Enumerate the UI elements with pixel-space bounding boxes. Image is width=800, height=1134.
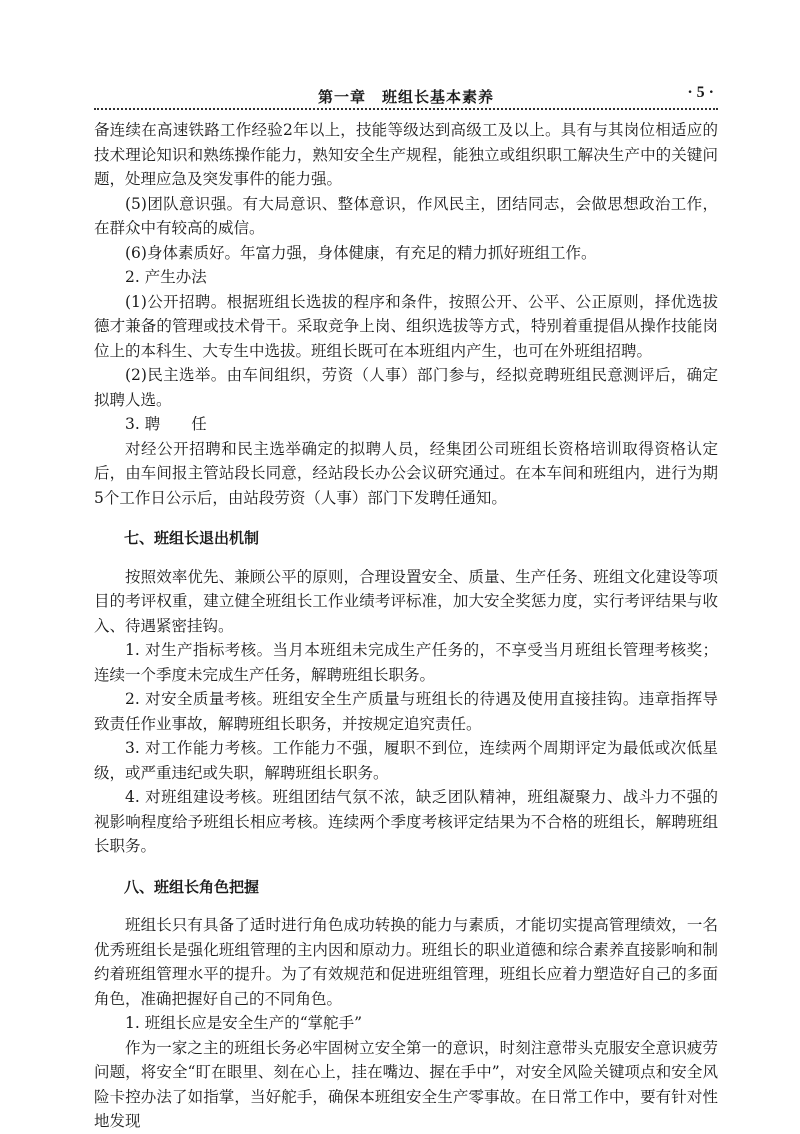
running-header — [94, 82, 718, 108]
section-heading: 七、班组长退出机制 — [124, 529, 260, 547]
paragraph: (6)身体素质好。年富力强，身体健康，有充足的精力抓好班组工作。 — [125, 243, 597, 262]
paragraph: 2. 对安全质量考核。班组安全生产质量与班组长的待遇及使用直接挂钩。违章指挥导致责任作业事故，解聘班组长职务，并按规定追究责任。 — [94, 690, 718, 733]
subheading: 2. 产生办法 — [125, 268, 207, 286]
paragraph: 对经公开招聘和民主选举确定的拟聘人员，经集团公司班组长资格培训取得资格认定后，由车间报主管站段长同意，经站段长办公会议研究通过。在本车间和班组内，进行为期5个工作日公示后，由站段劳资（人事）部门下发聘任通知。 — [94, 439, 718, 507]
paragraph: 3. 对工作能力考核。工作能力不强，履职不到位，连续两个周期评定为最低或次低星级，或严重违纪或失职，解聘班组长职务。 — [94, 739, 718, 782]
section-heading: 八、班组长角色把握 — [124, 877, 260, 896]
paragraph: 1. 对生产指标考核。当月本班组未完成生产任务的，不享受当月班组长管理考核奖；连续一个季度未完成生产任务，解聘班组长职务。 — [94, 641, 718, 684]
paragraph: 作为一家之主的班组长务必牢固树立安全第一的意识，时刻注意带头克服安全意识疲劳问题，将安全“盯在眼里、刻在心上，挂在嘴边、握在手中”，对安全风险关键项点和安全风险卡控办法了如指掌，当好舵手，确保本班组安全生产零事故。在日常工作中，要有针对性地发现 — [94, 1038, 718, 1130]
chapter-title: 第一章 班组长基本素养 — [317, 88, 494, 106]
paragraph: 按照效率优先、兼顾公平的原则，合理设置安全、质量、生产任务、班组文化建设等项目的考评权重，建立健全班组长工作业绩考评标准，加大安全奖惩力度，实行考评结果与收入、待遇紧密挂钩。 — [94, 567, 718, 635]
page-number: · 5 · — [687, 84, 714, 101]
subheading: 1. 班组长应是安全生产的“掌舵手” — [125, 1014, 363, 1032]
paragraph: (5)团队意识强。有大局意识、整体意识，作风民主，团结同志，会做思想政治工作，在群众中有较高的威信。 — [94, 194, 718, 237]
subheading: 3. 聘 任 — [125, 415, 207, 433]
page-body — [94, 118, 718, 1134]
paragraph: (2)民主选举。由车间组织，劳资（人事）部门参与，经拟竞聘班组民意测评后，确定拟聘人选。 — [94, 366, 718, 409]
header-divider — [94, 108, 718, 110]
paragraph: 班组长只有具备了适时进行角色成功转换的能力与素质，才能切实提高管理绩效，一名优秀班组长是强化班组管理的主内因和原动力。班组长的职业道德和综合素养直接影响和制约着班组管理水平的提升。为了有效规范和促进班组管理，班组长应着力塑造好自己的多面角色，准确把握好自己的不同角色。 — [94, 916, 718, 1008]
paragraph: 备连续在高速铁路工作经验2年以上，技能等级达到高级工及以上。具有与其岗位相适应的技术理论知识和熟练操作能力，熟知安全生产规程，能独立或组织职工解决生产中的关键问题，处理应急及突发事件的能力强。 — [94, 121, 718, 188]
paragraph: (1)公开招聘。根据班组长选拔的程序和条件，按照公开、公平、公正原则，择优选拔德才兼备的管理或技术骨干。采取竞争上岗、组织选拔等方式，特别着重提倡从操作技能岗位上的本科生、大专生中选拔。班组长既可在本班组内产生，也可在外班组招聘。 — [94, 292, 718, 360]
paragraph: 4. 对班组建设考核。班组团结气氛不浓，缺乏团队精神，班组凝聚力、战斗力不强的视影响程度给予班组长相应考核。连续两个季度考核评定结果为不合格的班组长，解聘班组长职务。 — [94, 788, 718, 855]
